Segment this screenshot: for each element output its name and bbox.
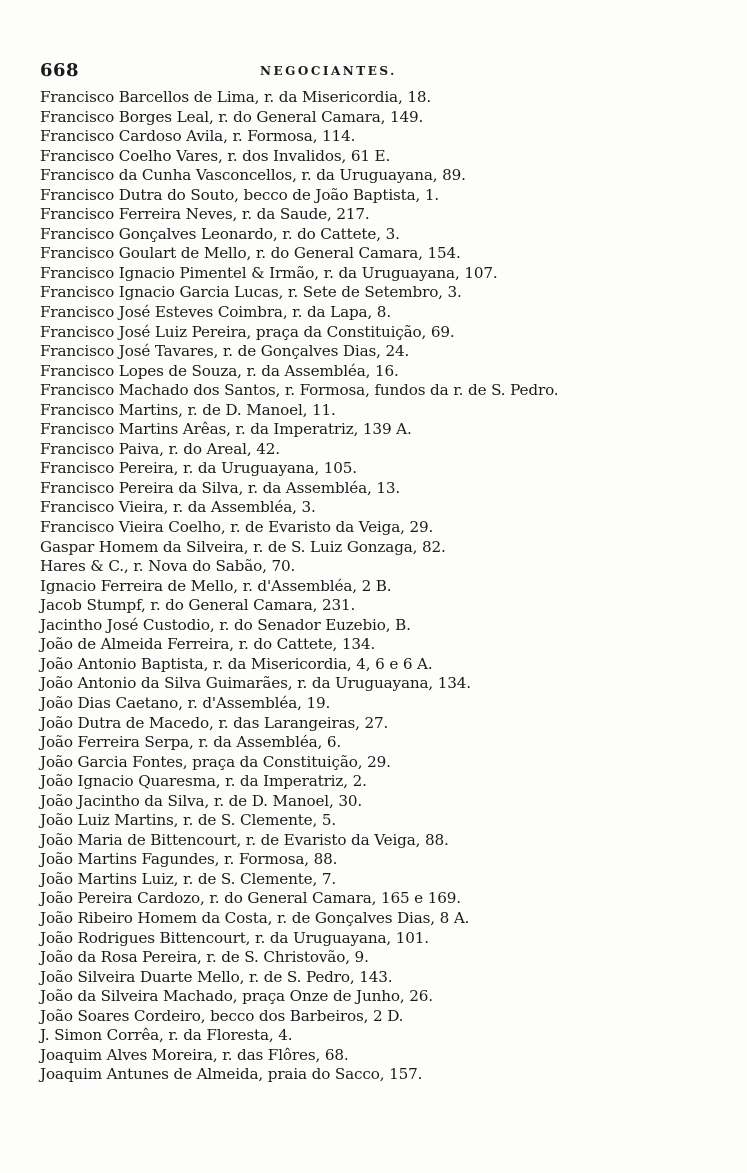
- list-item: Francisco Dutra do Souto, becco de João Baptista, 1.: [40, 185, 440, 204]
- list-item: Joaquim Antunes de Almeida, praia do Sacco, 157.: [40, 1065, 423, 1084]
- list-item: João da Rosa Pereira, r. de S. Christovão, 9.: [40, 948, 369, 967]
- list-item: João Dias Caetano, r. d'Assembléa, 19.: [40, 693, 331, 712]
- merchant-list: [40, 88, 740, 1085]
- list-item: Francisco José Tavares, r. de Gonçalves Dias, 24.: [40, 342, 410, 361]
- list-item: Francisco Borges Leal, r. do General Camara, 149.: [40, 107, 424, 126]
- list-item: Francisco Vieira Coelho, r. de Evaristo da Veiga, 29.: [40, 518, 434, 537]
- list-item: João Garcia Fontes, praça da Constituição, 29.: [40, 752, 391, 771]
- list-item: Francisco Gonçalves Leonardo, r. do Cattete, 3.: [40, 224, 400, 243]
- list-item: João de Almeida Ferreira, r. do Cattete, 134.: [40, 635, 376, 654]
- list-item: João Antonio da Silva Guimarães, r. da Uruguayana, 134.: [40, 674, 471, 693]
- list-item: Francisco Paiva, r. do Areal, 42.: [40, 439, 280, 458]
- list-item: Francisco da Cunha Vasconcellos, r. da Uruguayana, 89.: [40, 166, 466, 185]
- list-item: João Soares Cordeiro, becco dos Barbeiros, 2 D.: [40, 1006, 404, 1025]
- list-item: Ignacio Ferreira de Mello, r. d'Assembléa, 2 B.: [40, 576, 392, 595]
- list-item: Francisco Ignacio Pimentel & Irmão, r. da Uruguayana, 107.: [40, 263, 498, 282]
- list-item: João Rodrigues Bittencourt, r. da Uruguayana, 101.: [40, 928, 429, 947]
- list-item: João Martins Fagundes, r. Formosa, 88.: [40, 850, 338, 869]
- list-item: João Ferreira Serpa, r. da Assembléa, 6.: [40, 733, 342, 752]
- list-item: Jacob Stumpf, r. do General Camara, 231.: [40, 596, 356, 615]
- list-item: Francisco Barcellos de Lima, r. da Misericordia, 18.: [40, 88, 432, 106]
- list-item: Francisco Ferreira Neves, r. da Saude, 217.: [40, 205, 370, 224]
- running-head: NEGOCIANTES.: [260, 64, 397, 78]
- list-item: Gaspar Homem da Silveira, r. de S. Luiz Gonzaga, 82.: [40, 537, 446, 556]
- list-item: Francisco Martins, r. de D. Manoel, 11.: [40, 400, 336, 419]
- list-item: Francisco Martins Arêas, r. da Imperatriz, 139 A.: [40, 420, 412, 439]
- list-item: Francisco José Luiz Pereira, praça da Constituição, 69.: [40, 322, 455, 341]
- list-item: Francisco Lopes de Souza, r. da Assembléa, 16.: [40, 361, 399, 380]
- list-item: Joaquim Alves Moreira, r. das Flôres, 68.: [40, 1045, 349, 1064]
- list-item: Francisco Machado dos Santos, r. Formosa, fundos da r. de S. Pedro.: [40, 381, 559, 400]
- list-item: João Ribeiro Homem da Costa, r. de Gonçalves Dias, 8 A.: [40, 908, 470, 927]
- list-item: João Antonio Baptista, r. da Misericordia, 4, 6 e 6 A.: [40, 654, 433, 673]
- list-item: Hares & C., r. Nova do Sabão, 70.: [40, 557, 296, 576]
- list-item: João Dutra de Macedo, r. das Larangeiras, 27.: [40, 713, 389, 732]
- page-header: [40, 60, 440, 84]
- page-number: 668: [40, 60, 80, 81]
- list-item: Francisco José Esteves Coimbra, r. da Lapa, 8.: [40, 303, 391, 322]
- list-item: Francisco Goulart de Mello, r. do General Camara, 154.: [40, 244, 461, 263]
- list-item: João Jacintho da Silva, r. de D. Manoel, 30.: [40, 791, 363, 810]
- list-item: João Silveira Duarte Mello, r. de S. Pedro, 143.: [40, 967, 393, 986]
- list-item: Francisco Ignacio Garcia Lucas, r. Sete de Setembro, 3.: [40, 283, 462, 302]
- list-item: Francisco Pereira da Silva, r. da Assembléa, 13.: [40, 478, 401, 497]
- list-item: Jacintho José Custodio, r. do Senador Euzebio, B.: [40, 615, 411, 634]
- list-item: Francisco Pereira, r. da Uruguayana, 105.: [40, 459, 357, 478]
- list-item: Francisco Vieira, r. da Assembléa, 3.: [40, 498, 316, 517]
- list-item: João Luiz Martins, r. de S. Clemente, 5.: [40, 811, 337, 830]
- list-item: João Ignacio Quaresma, r. da Imperatriz, 2.: [40, 772, 367, 791]
- list-item: Francisco Cardoso Avila, r. Formosa, 114.: [40, 127, 356, 146]
- list-item: João Martins Luiz, r. de S. Clemente, 7.: [40, 869, 337, 888]
- list-item: João da Silveira Machado, praça Onze de Junho, 26.: [40, 987, 433, 1006]
- list-item: João Maria de Bittencourt, r. de Evaristo da Veiga, 88.: [40, 830, 449, 849]
- list-item: João Pereira Cardozo, r. do General Camara, 165 e 169.: [40, 889, 461, 908]
- list-item: J. Simon Corrêa, r. da Floresta, 4.: [40, 1026, 293, 1045]
- list-item: Francisco Coelho Vares, r. dos Invalidos, 61 E.: [40, 146, 391, 165]
